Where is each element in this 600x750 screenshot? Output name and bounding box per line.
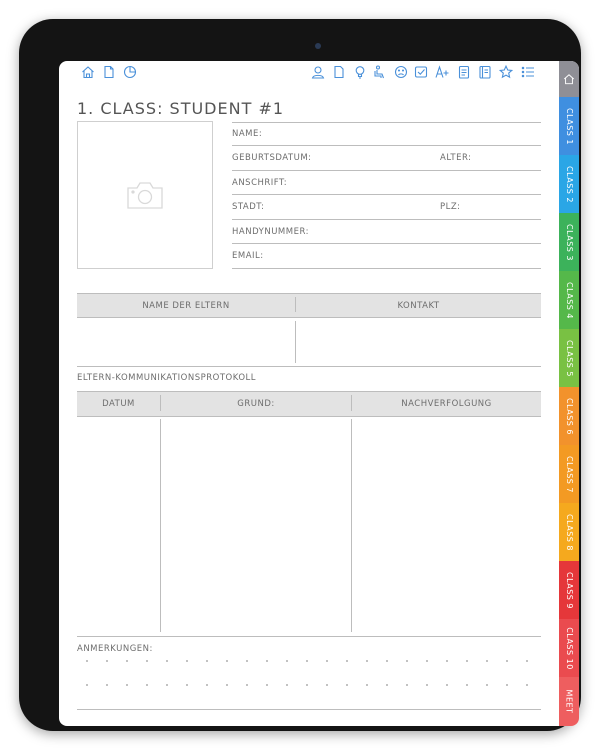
phone-field-line[interactable] — [232, 243, 541, 244]
tab-class-2[interactable] — [559, 155, 579, 213]
tab-label: MEET — [564, 689, 574, 714]
list-icon[interactable] — [521, 65, 535, 79]
tab-home[interactable] — [559, 61, 579, 97]
tab-class-9[interactable] — [559, 561, 579, 619]
camera-icon — [126, 180, 164, 210]
email-label: EMAIL: — [232, 251, 264, 261]
page-title: 1. CLASS: STUDENT #1 — [77, 99, 285, 118]
log-column-divider-2 — [351, 419, 352, 632]
front-camera — [315, 43, 321, 49]
notes-bottom-line[interactable] — [77, 709, 541, 710]
name-label: NAME: — [232, 129, 263, 139]
date-column-header: DATUM — [102, 399, 135, 409]
side-tab-bar — [559, 61, 579, 726]
tab-label: CLASS 3 — [564, 223, 574, 261]
title-underline — [232, 122, 541, 123]
document-icon[interactable] — [102, 65, 116, 79]
contact-column-header: KONTAKT — [397, 301, 440, 311]
communication-log-bottom-line[interactable] — [77, 636, 541, 637]
log-header-divider-1 — [160, 395, 161, 411]
notebook-icon[interactable] — [478, 65, 492, 79]
pie-chart-icon[interactable] — [123, 65, 137, 79]
age-label: ALTER: — [440, 153, 472, 163]
parents-header-divider — [295, 297, 296, 312]
tab-class-8[interactable] — [559, 503, 579, 561]
tab-class-1[interactable] — [559, 97, 579, 155]
tab-class-10[interactable] — [559, 619, 579, 677]
tab-label: CLASS 10 — [564, 626, 574, 670]
tab-class-5[interactable] — [559, 329, 579, 387]
tab-label: CLASS 6 — [564, 397, 574, 435]
tab-label: CLASS 4 — [564, 281, 574, 319]
parents-row-divider — [295, 321, 296, 363]
city-field-line[interactable] — [232, 219, 541, 220]
page-icon[interactable] — [332, 65, 346, 79]
parents-name-column-header: NAME DER ELTERN — [142, 301, 230, 311]
home-icon[interactable] — [81, 65, 95, 79]
clipboard-icon[interactable] — [457, 65, 471, 79]
student-photo-box[interactable] — [77, 121, 213, 269]
lightbulb-icon[interactable] — [353, 65, 367, 79]
grade-a-plus-icon[interactable] — [435, 65, 449, 79]
birthdate-field-line[interactable] — [232, 170, 541, 171]
tab-label: CLASS 9 — [564, 571, 574, 609]
reason-column-header: GRUND: — [237, 399, 275, 409]
address-field-line[interactable] — [232, 194, 541, 195]
tab-label: CLASS 5 — [564, 339, 574, 377]
birthdate-label: GEBURTSDATUM: — [232, 153, 312, 163]
tab-label: CLASS 8 — [564, 513, 574, 551]
tab-class-6[interactable] — [559, 387, 579, 445]
notes-dot-row-1[interactable] — [77, 660, 541, 662]
tab-class-3[interactable] — [559, 213, 579, 271]
star-icon[interactable] — [499, 65, 513, 79]
tab-label: CLASS 2 — [564, 165, 574, 203]
city-label: STADT: — [232, 202, 265, 212]
tab-class-7[interactable] — [559, 445, 579, 503]
notes-heading: ANMERKUNGEN: — [77, 644, 153, 654]
sad-face-icon[interactable] — [394, 65, 408, 79]
name-field-line[interactable] — [232, 145, 541, 146]
seat-icon[interactable] — [373, 65, 387, 79]
user-icon[interactable] — [311, 65, 325, 79]
tab-label: CLASS 7 — [564, 455, 574, 493]
communication-log-heading: ELTERN-KOMMUNIKATIONSPROTOKOLL — [77, 373, 256, 383]
phone-label: HANDYNUMMER: — [232, 227, 309, 237]
parents-table-bottom-line[interactable] — [77, 366, 541, 367]
log-column-divider-1 — [160, 419, 161, 632]
followup-column-header: NACHVERFOLGUNG — [401, 399, 492, 409]
planner-page — [59, 61, 579, 726]
checkbox-icon[interactable] — [414, 65, 428, 79]
notes-dot-row-2[interactable] — [77, 684, 541, 686]
tablet-frame — [19, 19, 581, 731]
tab-meet[interactable] — [559, 677, 579, 726]
address-label: ANSCHRIFT: — [232, 178, 288, 188]
tab-label: CLASS 1 — [564, 107, 574, 145]
tab-class-4[interactable] — [559, 271, 579, 329]
email-field-line[interactable] — [232, 268, 541, 269]
log-header-divider-2 — [351, 395, 352, 411]
zip-label: PLZ: — [440, 202, 461, 212]
top-navigation-bar — [59, 61, 559, 85]
home-icon — [563, 73, 575, 85]
